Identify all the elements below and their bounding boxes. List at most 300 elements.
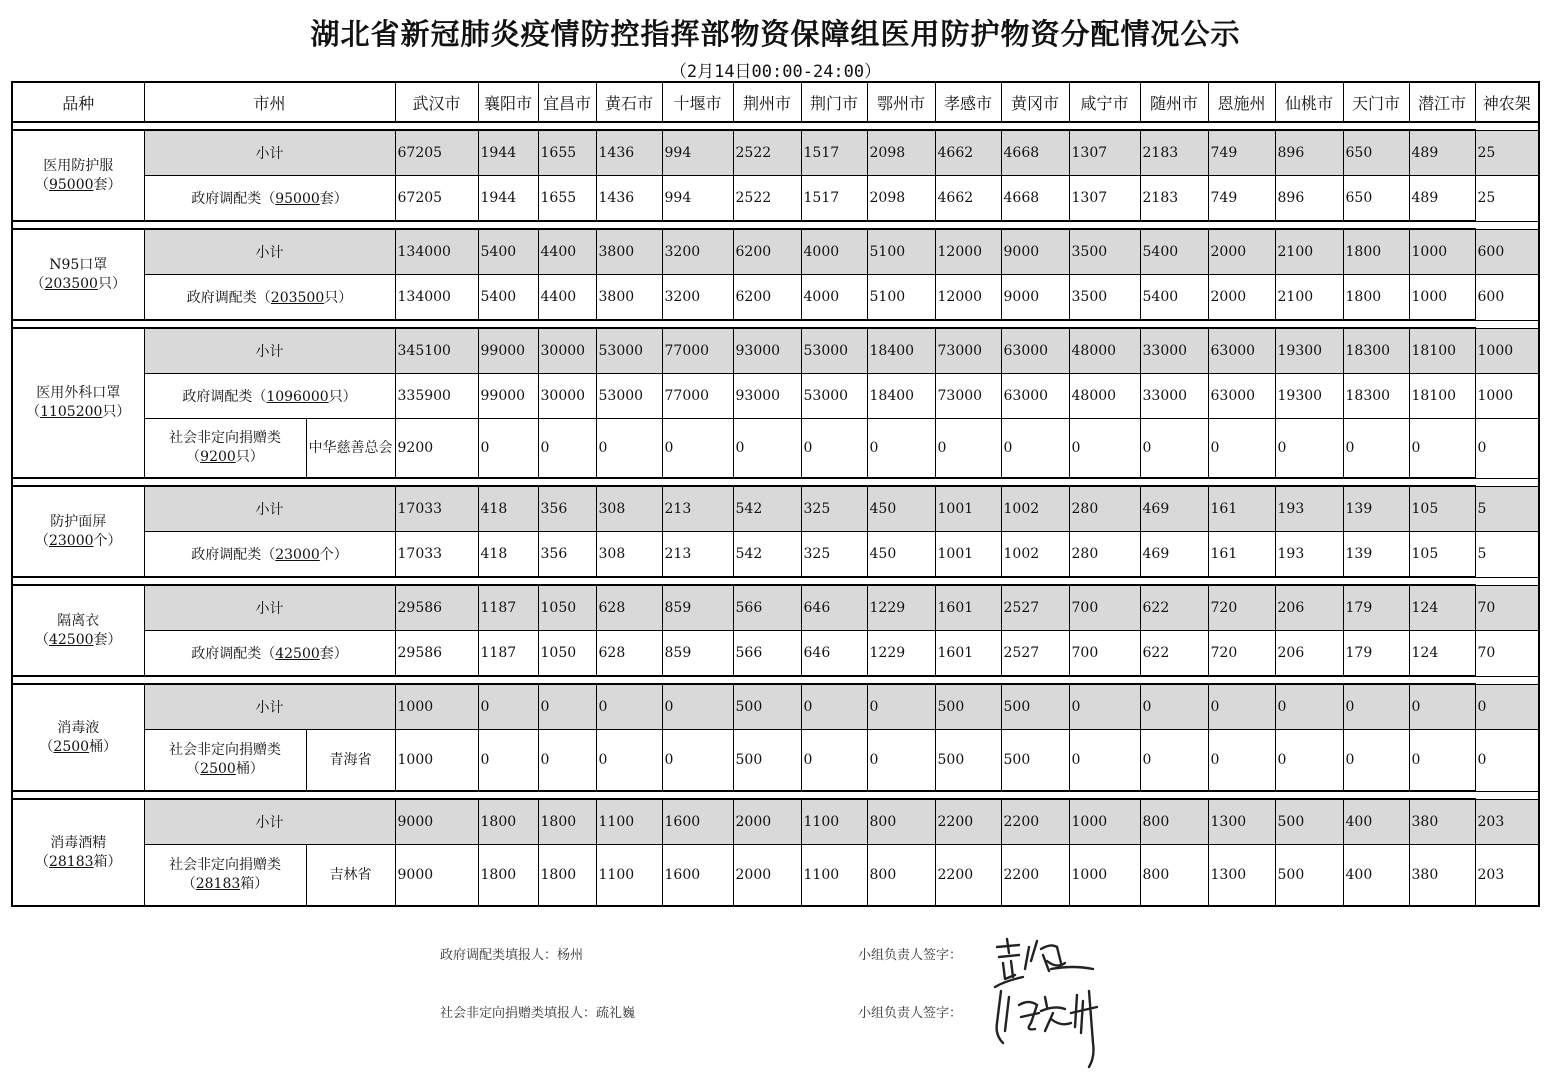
header-city-name: 孝感市 [935,82,1001,122]
subtotal-row [12,585,1539,631]
value-cell: 9000 [395,845,478,907]
category-total-open: （ [26,404,41,420]
value-cell: 3500 [1069,275,1140,321]
value-cell: 1300 [1208,845,1275,907]
value-cell: 206 [1275,585,1343,631]
handwritten-signature-2 [985,983,1115,1073]
value-cell: 1050 [538,585,596,631]
donation-label-text: 社会非定向捐赠类 [169,857,281,873]
value-cell: 93000 [733,328,801,374]
donation-source: 吉林省 [306,845,395,907]
value-cell: 2098 [867,176,935,222]
value-cell: 500 [1275,799,1343,845]
value-cell: 33000 [1140,374,1208,419]
subtotal-row [12,684,1539,730]
separator-cell [12,791,1475,799]
category-total-unit: 个） [93,532,122,549]
value-cell: 18100 [1409,328,1475,374]
category-name: 消毒液 [57,719,100,736]
gov-label-text: 政府调配类（ [191,646,276,662]
category-total-unit: 桶） [89,738,118,755]
value-cell: 12000 [935,229,1001,275]
value-cell: 9200 [395,419,478,479]
value-cell: 700 [1069,585,1140,631]
gov-label-unit: 套） [319,191,348,207]
value-cell: 1000 [1475,374,1539,419]
donation-label-text: 社会非定向捐赠类 [169,742,281,758]
value-cell: 1601 [935,631,1001,677]
donation-label-amount: 28183 [195,876,241,892]
category-total-open: （ [34,176,49,193]
value-cell: 3800 [596,229,662,275]
value-cell: 77000 [662,328,733,374]
value-cell: 469 [1140,486,1208,532]
value-cell: 0 [733,419,801,479]
value-cell: 896 [1275,176,1343,222]
value-cell: 63000 [1208,374,1275,419]
value-cell: 1000 [395,684,478,730]
value-cell: 650 [1343,176,1409,222]
section-separator [12,676,1539,684]
value-cell: 749 [1208,130,1275,176]
gov-allocation-row [12,532,1539,578]
value-cell: 356 [538,486,596,532]
value-cell: 53000 [801,328,867,374]
category-total-unit: 只） [102,404,131,420]
header-city-name: 襄阳市 [478,82,538,122]
separator-cell [12,478,1475,486]
value-cell: 1800 [1343,275,1409,321]
value-cell: 99000 [478,328,538,374]
value-cell: 2200 [1001,845,1069,907]
section-separator [12,478,1539,486]
header-city-name: 武汉市 [395,82,478,122]
subtotal-label: 小计 [144,799,395,845]
value-cell: 1001 [935,486,1001,532]
category-total-value: 203500 [44,275,98,292]
value-cell: 600 [1475,229,1539,275]
header-city-name: 十堰市 [662,82,733,122]
value-cell: 1000 [1475,328,1539,374]
category-cell [12,130,144,221]
category-name: 隔离衣 [57,612,100,629]
value-cell: 6200 [733,229,801,275]
section-separator [12,320,1539,328]
value-cell: 325 [801,532,867,578]
value-cell: 469 [1140,532,1208,578]
value-cell: 12000 [935,275,1001,321]
value-cell: 70 [1475,585,1539,631]
value-cell: 139 [1343,486,1409,532]
value-cell: 0 [478,419,538,479]
value-cell: 2000 [733,845,801,907]
value-cell: 19300 [1275,328,1343,374]
value-cell: 17033 [395,486,478,532]
gov-label-amount: 42500 [275,646,320,662]
donation-label-open: （ [181,876,196,892]
value-cell: 9000 [1001,229,1069,275]
value-cell: 5400 [1140,229,1208,275]
value-cell: 0 [1275,684,1343,730]
category-total-value: 42500 [48,631,94,648]
value-cell: 1187 [478,585,538,631]
value-cell: 0 [538,419,596,479]
value-cell: 418 [478,532,538,578]
header-city-name: 黄冈市 [1001,82,1069,122]
value-cell: 628 [596,585,662,631]
header-city-name: 荆门市 [801,82,867,122]
donation-row [12,845,1539,907]
gov-allocation-label [144,275,395,321]
value-cell: 18300 [1343,328,1409,374]
value-cell: 0 [1140,684,1208,730]
value-cell: 5100 [867,275,935,321]
value-cell: 500 [935,684,1001,730]
value-cell: 2522 [733,176,801,222]
category-total-unit: 箱） [93,853,122,870]
value-cell: 0 [1409,730,1475,792]
value-cell: 0 [1208,730,1275,792]
value-cell: 2000 [1208,229,1275,275]
value-cell: 5100 [867,229,935,275]
value-cell: 5400 [478,229,538,275]
value-cell: 1000 [1069,845,1140,907]
gov-label-unit: 只） [328,389,357,405]
value-cell: 134000 [395,229,478,275]
value-cell: 4668 [1001,176,1069,222]
value-cell: 1100 [596,799,662,845]
value-cell: 2527 [1001,585,1069,631]
value-cell: 0 [1343,684,1409,730]
donation-row [12,730,1539,792]
value-cell: 500 [1275,845,1343,907]
category-name: N95口罩 [49,256,108,273]
value-cell: 1800 [538,845,596,907]
value-cell: 400 [1343,799,1409,845]
donation-label-open: （ [186,449,201,465]
value-cell: 1944 [478,176,538,222]
value-cell: 0 [478,730,538,792]
value-cell: 1436 [596,176,662,222]
value-cell: 30000 [538,374,596,419]
gov-label-text: 政府调配类（ [186,290,271,306]
value-cell: 1800 [1343,229,1409,275]
subtotal-label: 小计 [144,486,395,532]
value-cell: 18300 [1343,374,1409,419]
value-cell: 124 [1409,631,1475,677]
value-cell: 0 [1069,730,1140,792]
value-cell: 63000 [1001,374,1069,419]
value-cell: 418 [478,486,538,532]
gov-allocation-row [12,176,1539,222]
value-cell: 25 [1475,130,1539,176]
value-cell: 4662 [935,176,1001,222]
separator-cell [12,577,1475,585]
value-cell: 1000 [1409,229,1475,275]
value-cell: 63000 [1208,328,1275,374]
value-cell: 308 [596,532,662,578]
category-total-open: （ [39,738,54,755]
header-city-name: 仙桃市 [1275,82,1343,122]
value-cell: 0 [1069,684,1140,730]
subtotal-label: 小计 [144,328,395,374]
header-city-name: 荆州市 [733,82,801,122]
allocation-table [11,81,1540,907]
value-cell: 1000 [395,730,478,792]
value-cell: 1002 [1001,486,1069,532]
value-cell: 0 [935,419,1001,479]
value-cell: 1655 [538,130,596,176]
value-cell: 1600 [662,845,733,907]
value-cell: 0 [478,684,538,730]
gov-allocation-label [144,532,395,578]
value-cell: 0 [596,684,662,730]
value-cell: 4662 [935,130,1001,176]
value-cell: 5 [1475,486,1539,532]
value-cell: 70 [1475,631,1539,677]
value-cell: 800 [1140,799,1208,845]
donation-label-unit: 只） [235,449,264,465]
subtotal-row [12,229,1539,275]
header-city-name: 神农架 [1475,82,1539,122]
subtotal-row [12,328,1539,374]
value-cell: 1000 [1409,275,1475,321]
value-cell: 335900 [395,374,478,419]
value-cell: 542 [733,532,801,578]
value-cell: 0 [1475,419,1539,479]
value-cell: 0 [1409,419,1475,479]
leader-sign-label-2: 小组负责人签字： [858,1006,963,1021]
gov-label-text: 政府调配类（ [182,389,267,405]
category-total-value: 23000 [48,532,94,549]
value-cell: 0 [1275,730,1343,792]
value-cell: 77000 [662,374,733,419]
value-cell: 0 [867,419,935,479]
value-cell: 628 [596,631,662,677]
date-range-subtitle: （2月14日00:00-24:00） [669,62,882,82]
leader-sign-label-1: 小组负责人签字： [858,948,963,963]
value-cell: 1100 [596,845,662,907]
value-cell: 4000 [801,229,867,275]
value-cell: 450 [867,486,935,532]
value-cell: 4400 [538,275,596,321]
header-city-name: 咸宁市 [1069,82,1140,122]
separator-cell [12,221,1475,229]
value-cell: 33000 [1140,328,1208,374]
value-cell: 1600 [662,799,733,845]
value-cell: 500 [1001,730,1069,792]
separator-cell [12,122,1475,130]
value-cell: 380 [1409,799,1475,845]
gov-label-text: 政府调配类（ [191,547,276,563]
value-cell: 139 [1343,532,1409,578]
value-cell: 29586 [395,585,478,631]
value-cell: 6200 [733,275,801,321]
value-cell: 4000 [801,275,867,321]
value-cell: 3200 [662,229,733,275]
gov-allocation-row [12,631,1539,677]
category-total-unit: 套） [93,631,122,648]
donation-label-unit: 箱） [240,876,269,892]
gov-label-amount: 1096000 [266,389,329,405]
signature-area [0,925,1551,1073]
value-cell: 0 [1208,684,1275,730]
value-cell: 0 [538,684,596,730]
value-cell: 19300 [1275,374,1343,419]
value-cell: 1100 [801,799,867,845]
donation-label [144,419,306,479]
value-cell: 0 [596,419,662,479]
value-cell: 2200 [935,845,1001,907]
header-city-name: 天门市 [1343,82,1409,122]
value-cell: 161 [1208,486,1275,532]
value-cell: 896 [1275,130,1343,176]
value-cell: 1050 [538,631,596,677]
page-title: 湖北省新冠肺炎疫情防控指挥部物资保障组医用防护物资分配情况公示 [310,17,1241,51]
value-cell: 17033 [395,532,478,578]
value-cell: 2100 [1275,275,1343,321]
value-cell: 73000 [935,374,1001,419]
category-cell [12,684,144,791]
value-cell: 1300 [1208,799,1275,845]
header-variety: 品种 [12,82,144,122]
category-total-value: 28183 [48,853,94,870]
donation-label [144,730,306,792]
value-cell: 0 [867,730,935,792]
section-separator [12,791,1539,799]
gov-allocation-row [12,374,1539,419]
value-cell: 280 [1069,486,1140,532]
value-cell: 1517 [801,130,867,176]
value-cell: 0 [801,730,867,792]
category-cell [12,585,144,676]
category-cell [12,328,144,478]
category-total-open: （ [34,532,49,549]
value-cell: 1307 [1069,130,1140,176]
value-cell: 1307 [1069,176,1140,222]
value-cell: 48000 [1069,374,1140,419]
value-cell: 1944 [478,130,538,176]
value-cell: 566 [733,585,801,631]
category-total-value: 95000 [48,176,94,193]
gov-allocation-label [144,176,395,222]
value-cell: 356 [538,532,596,578]
value-cell: 489 [1409,176,1475,222]
value-cell: 0 [1475,730,1539,792]
value-cell: 3800 [596,275,662,321]
value-cell: 1517 [801,176,867,222]
value-cell: 1800 [478,845,538,907]
value-cell: 500 [935,730,1001,792]
value-cell: 2522 [733,130,801,176]
value-cell: 1229 [867,585,935,631]
donation-label-text: 社会非定向捐赠类 [169,430,281,446]
donation-source: 青海省 [306,730,395,792]
value-cell: 193 [1275,486,1343,532]
value-cell: 18400 [867,328,935,374]
value-cell: 280 [1069,532,1140,578]
value-cell: 5400 [1140,275,1208,321]
category-total-value: 2500 [53,738,90,755]
value-cell: 213 [662,532,733,578]
value-cell: 859 [662,631,733,677]
subtotal-label: 小计 [144,585,395,631]
gov-allocation-label [144,374,395,419]
value-cell: 2098 [867,130,935,176]
donation-row [12,419,1539,479]
value-cell: 646 [801,631,867,677]
separator-cell [12,676,1475,684]
category-name: 防护面屏 [50,513,107,530]
value-cell: 720 [1208,585,1275,631]
value-cell: 1655 [538,176,596,222]
value-cell: 345100 [395,328,478,374]
value-cell: 2183 [1140,130,1208,176]
subtotal-label: 小计 [144,130,395,176]
header-city-name: 潜江市 [1409,82,1475,122]
value-cell: 500 [733,730,801,792]
value-cell: 0 [596,730,662,792]
value-cell: 859 [662,585,733,631]
donation-label [144,845,306,907]
value-cell: 73000 [935,328,1001,374]
value-cell: 9000 [1001,275,1069,321]
value-cell: 193 [1275,532,1343,578]
gov-label-unit: 个） [319,547,348,563]
value-cell: 1100 [801,845,867,907]
value-cell: 3500 [1069,229,1140,275]
category-total-unit: 只） [97,275,126,292]
value-cell: 5400 [478,275,538,321]
value-cell: 0 [1140,730,1208,792]
category-name: 消毒酒精 [50,834,107,851]
value-cell: 25 [1475,176,1539,222]
value-cell: 720 [1208,631,1275,677]
value-cell: 179 [1343,631,1409,677]
value-cell: 500 [1001,684,1069,730]
header-city-name: 黄石市 [596,82,662,122]
value-cell: 800 [867,799,935,845]
value-cell: 0 [801,684,867,730]
value-cell: 161 [1208,532,1275,578]
value-cell: 3200 [662,275,733,321]
value-cell: 0 [801,419,867,479]
value-cell: 2000 [1208,275,1275,321]
category-total-open: （ [30,275,45,292]
value-cell: 380 [1409,845,1475,907]
value-cell: 53000 [596,374,662,419]
value-cell: 124 [1409,585,1475,631]
value-cell: 622 [1140,585,1208,631]
value-cell: 5 [1475,532,1539,578]
value-cell: 203 [1475,845,1539,907]
donation-filler-text: 社会非定向捐赠类填报人：疏礼巍 [440,1006,636,1021]
value-cell: 0 [662,419,733,479]
value-cell: 9000 [395,799,478,845]
value-cell: 1001 [935,532,1001,578]
value-cell: 4400 [538,229,596,275]
value-cell: 18100 [1409,374,1475,419]
value-cell: 93000 [733,374,801,419]
value-cell: 0 [1409,684,1475,730]
category-cell [12,486,144,577]
subtotal-label: 小计 [144,684,395,730]
value-cell: 2200 [1001,799,1069,845]
value-cell: 500 [733,684,801,730]
header-row [12,82,1539,122]
value-cell: 0 [538,730,596,792]
value-cell: 622 [1140,631,1208,677]
